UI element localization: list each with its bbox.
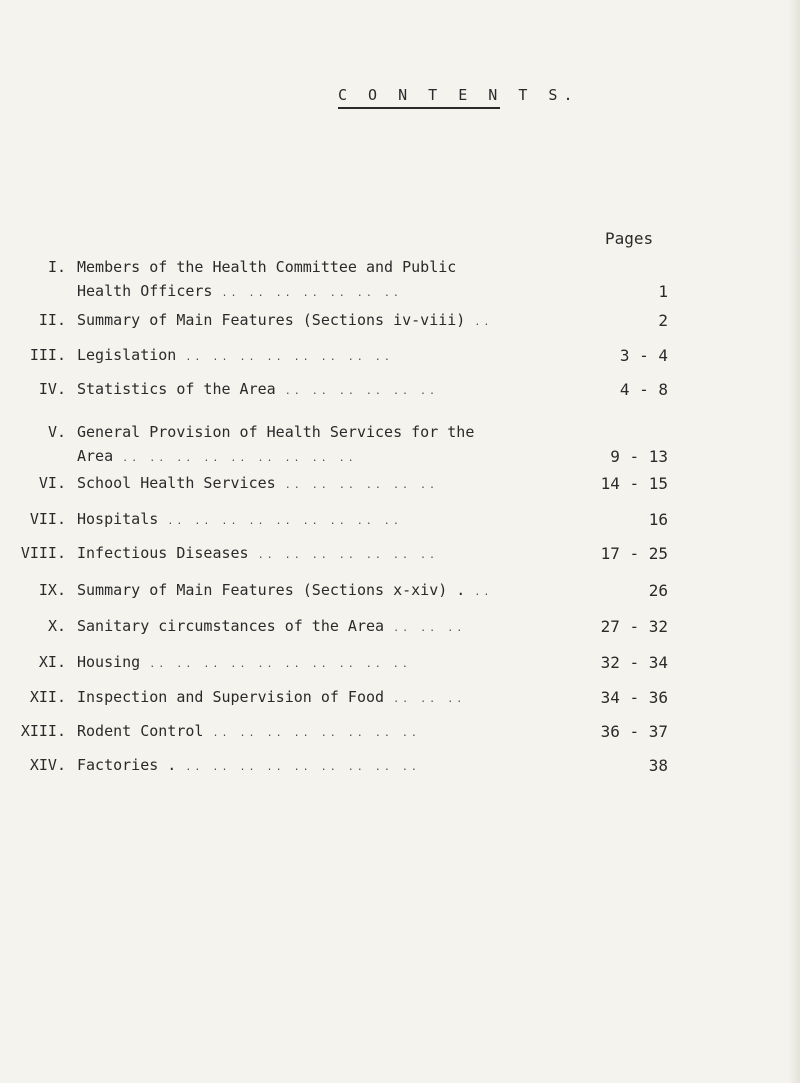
section-title-text: Statistics of the Area [77, 380, 276, 398]
section-title-text: Summary of Main Features (Sections x-xiv) . [77, 581, 466, 599]
section-title-text: Rodent Control [77, 722, 204, 740]
section-number: VII. [29, 510, 66, 528]
page-range: 16 [648, 510, 668, 529]
section-title [77, 380, 438, 404]
section-title-text: Housing [77, 653, 141, 671]
section-title [77, 544, 438, 568]
section-title-text: School Health Services [77, 474, 276, 492]
dot-leader: .. .. .. [393, 623, 466, 634]
section-title-text: Members of the Health Committee and Public [77, 258, 457, 276]
section-title-text: Legislation [77, 346, 177, 364]
section-number: XII. [29, 688, 66, 706]
section-number: IX. [38, 581, 66, 599]
section-title-text: General Provision of Health Services for the [77, 423, 475, 441]
pages-column-header: Pages [605, 229, 654, 248]
section-title-line [77, 510, 402, 534]
page-range: 34 - 36 [600, 688, 668, 707]
section-title-line [77, 544, 438, 568]
section-title-line [77, 756, 420, 780]
dot-leader: .. .. .. .. .. .. .. .. .. [122, 453, 357, 464]
page-edge [788, 0, 800, 1083]
section-title-line [77, 581, 492, 605]
dot-leader: .. [474, 317, 493, 328]
page-range: 38 [648, 756, 668, 775]
section-title [77, 423, 474, 471]
section-title-line [77, 474, 438, 498]
dot-leader: .. .. .. .. .. .. [284, 386, 439, 397]
section-number: X. [47, 617, 66, 635]
page-range: 36 - 37 [600, 722, 668, 741]
page-range: 26 [648, 581, 668, 600]
dot-leader: .. .. .. .. .. .. .. .. [212, 728, 420, 739]
section-title-line [77, 380, 438, 404]
section-title-text: Summary of Main Features (Sections iv-viii) [77, 311, 466, 329]
section-title-text: Sanitary circumstances of the Area [77, 617, 385, 635]
section-number: IV. [38, 380, 66, 398]
dot-leader: .. .. .. .. .. .. .. .. [185, 352, 393, 363]
section-number: V. [47, 423, 66, 441]
page-range: 17 - 25 [600, 544, 668, 563]
section-number: III. [29, 346, 66, 364]
dot-leader: .. .. .. .. .. .. [284, 480, 439, 491]
page-range: 14 - 15 [600, 474, 668, 493]
dot-leader: .. .. .. .. .. .. .. [257, 550, 439, 561]
section-number: XIII. [20, 722, 66, 740]
section-number: XI. [38, 653, 66, 671]
dot-leader: .. .. .. [393, 694, 466, 705]
section-title-text: Area [77, 447, 114, 465]
section-number: VI. [38, 474, 66, 492]
section-number: XIV. [29, 756, 66, 774]
page-range: 1 [658, 282, 668, 301]
section-title-text: Inspection and Supervision of Food [77, 688, 385, 706]
section-title-text: Factories . [77, 756, 177, 774]
page-range: 3 - 4 [619, 346, 668, 365]
dot-leader: .. .. .. .. .. .. .. .. .. .. [149, 659, 411, 670]
section-title [77, 722, 420, 746]
page-range: 4 - 8 [619, 380, 668, 399]
section-title-line [77, 311, 492, 335]
section-number: II. [38, 311, 66, 329]
section-title [77, 688, 465, 712]
section-title-text: Health Officers [77, 282, 213, 300]
dot-leader: .. .. .. .. .. .. .. .. .. [167, 516, 402, 527]
section-title-text: Infectious Diseases [77, 544, 249, 562]
section-title-line [77, 653, 411, 677]
dot-leader: .. .. .. .. .. .. .. .. .. [185, 762, 420, 773]
dot-leader: .. .. .. .. .. .. .. [221, 288, 402, 299]
section-title [77, 258, 456, 306]
section-title-line [77, 447, 474, 471]
section-title-line [77, 258, 456, 282]
section-title-line [77, 282, 456, 306]
page-range: 27 - 32 [600, 617, 668, 636]
section-title [77, 756, 420, 780]
dot-leader: .. [474, 587, 493, 598]
section-title-line [77, 346, 393, 370]
section-title-text: Hospitals [77, 510, 159, 528]
section-title [77, 346, 393, 370]
section-title [77, 510, 402, 534]
section-title [77, 617, 465, 641]
section-number: VIII. [20, 544, 66, 562]
section-title-line [77, 617, 465, 641]
page-range: 9 - 13 [610, 447, 668, 466]
section-title-line [77, 423, 474, 447]
page-range: 2 [658, 311, 668, 330]
section-title-line [77, 722, 420, 746]
title-underline [338, 107, 500, 109]
section-title [77, 653, 411, 677]
section-title [77, 474, 438, 498]
section-number: I. [47, 258, 66, 276]
page-range: 32 - 34 [600, 653, 668, 672]
section-title [77, 581, 492, 605]
section-title-line [77, 688, 465, 712]
page-title: C O N T E N T S. [338, 86, 579, 104]
section-title [77, 311, 492, 335]
